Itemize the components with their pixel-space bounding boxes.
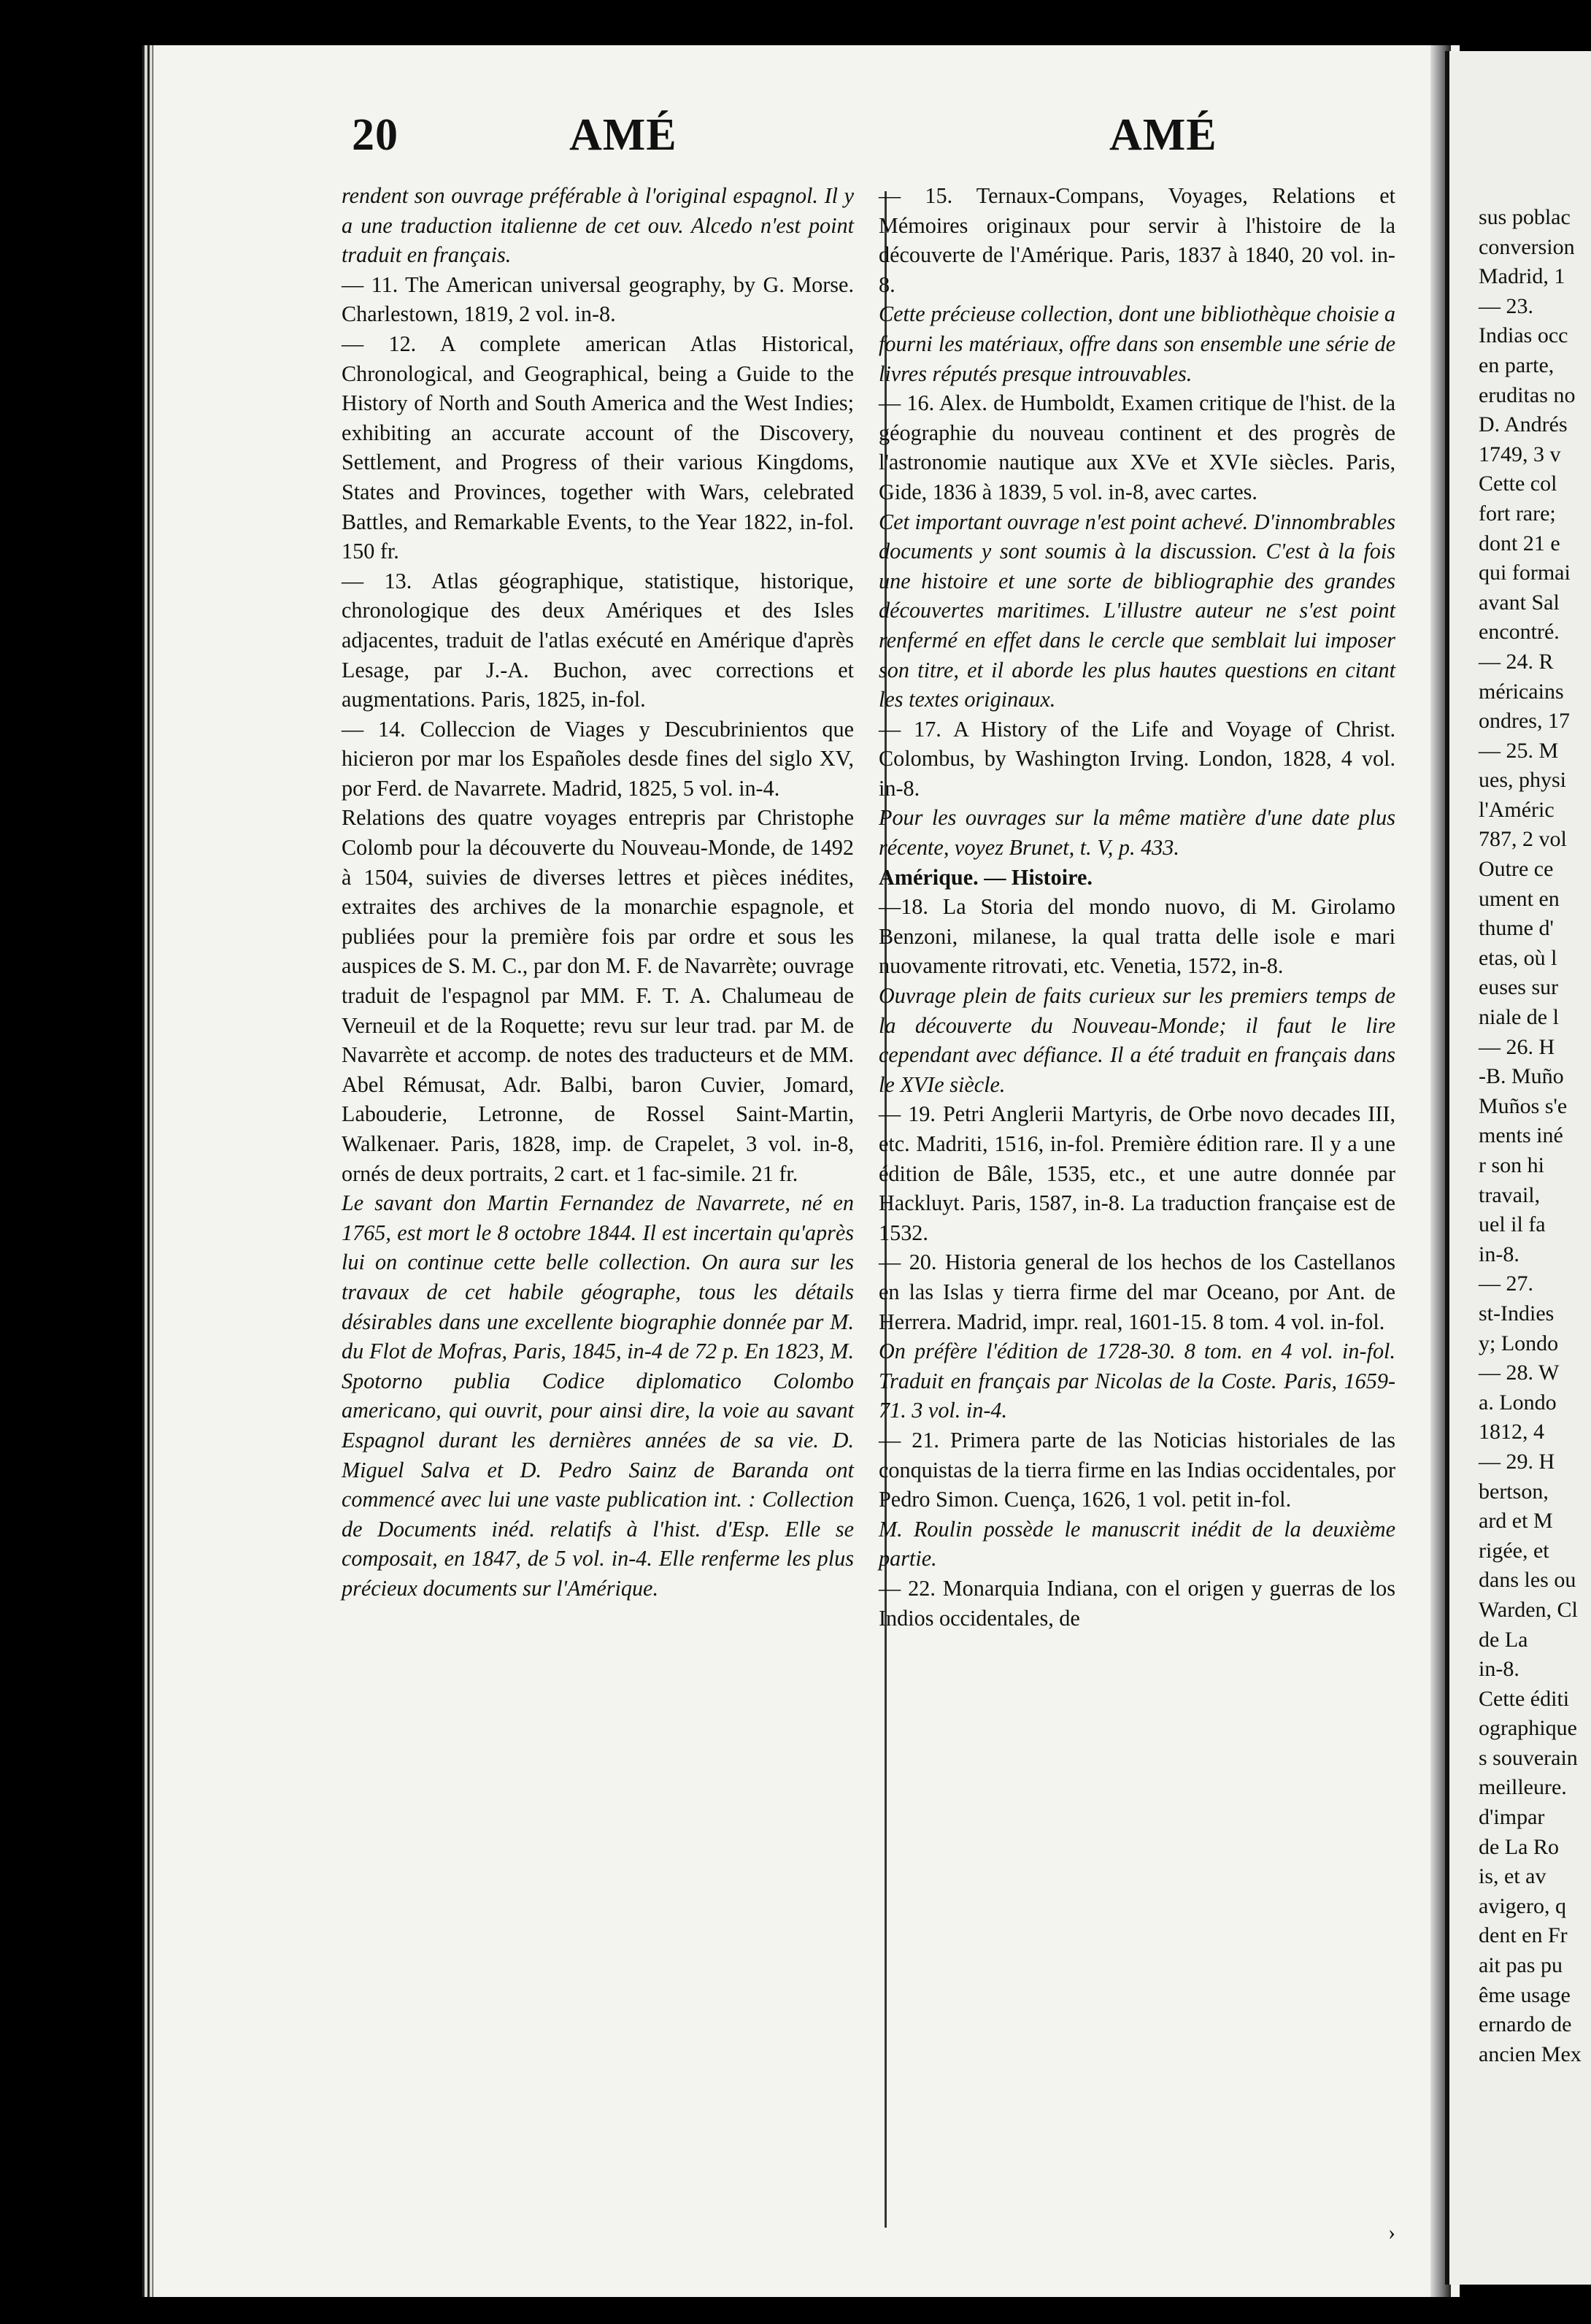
paragraph: Cette précieuse collection, dont une bibliothèque choisie a fourni les matériaux, offre dans son ensemble une série de livres réputés presque introuvables. [879,301,1395,386]
paragraph: On préfère l'édition de 1728-30. 8 tom. en 4 vol. in-fol. Traduit en français par Nicolas de la Coste. Paris, 1659-71. 3 vol. in-4. [879,1339,1395,1423]
facing-page-line: dont 21 e [1479,531,1560,555]
facing-page-line: méricains [1479,679,1564,704]
paragraph: — 22. Monarquia Indiana, con el origen y guerras de los Indios occidentales, de [879,1575,1395,1631]
facing-page-line: a. Londo [1479,1390,1557,1415]
paragraph: —18. La Storia del mondo nuovo, di M. Girolamo Benzoni, milanese, la qual tratta delle isole e mari nuovamente ritrovati, etc. Venetia, 1572, in-8. [879,894,1395,979]
paragraph: M. Roulin possède le manuscrit inédit de la deuxième partie. [879,1516,1395,1571]
facing-page-line: euses sur [1479,975,1559,1000]
facing-page-line: conversion [1479,234,1575,259]
facing-page-line: Madrid, 1 [1479,264,1565,289]
facing-page-line: avigero, q [1479,1893,1566,1918]
right-column [879,181,1395,1633]
facing-page-line: fort rare; [1479,501,1556,526]
facing-page-line: etas, où l [1479,945,1557,970]
right-running-head: AMÉ [1109,110,1217,160]
paragraph: — 17. A History of the Life and Voyage of Christ. Colombus, by Washington Irving. London, 1828, 4 vol. in-8. [879,716,1395,801]
facing-page-line: 787, 2 vol [1479,827,1567,852]
facing-page-line: uel il fa [1479,1212,1546,1237]
facing-page-line: thume d' [1479,916,1554,941]
paragraph: — 13. Atlas géographique, statistique, historique, chronologique des deux Amériques et des Isles adjacentes, traduit de l'atlas exécuté en Amérique d'après Lesage, par J.-A. Buchon, avec corrections et augmentations. Paris, 1825, in-fol. [342,568,854,712]
paragraph: — 15. Ternaux-Compans, Voyages, Relations et Mémoires originaux pour servir à l'histoire de la découverte de l'Amérique. Paris, 1837 à 1840, 20 vol. in-8. [879,183,1395,297]
facing-page-line: ments iné [1479,1123,1563,1148]
facing-page-line: Outre ce [1479,857,1554,882]
paragraph: — 21. Primera parte de las Noticias historiales de las conquistas de la tierra firme en las Indias occidentales, por Pedro Simon. Cuença, 1626, 1 vol. petit in-fol. [879,1427,1395,1512]
paragraph: rendent son ouvrage préférable à l'original espagnol. Il y a une traduction italienne de cet ouv. Alcedo n'est point traduit en français. [342,183,854,268]
left-column [342,181,854,1604]
facing-page-line: y; Londo [1479,1331,1559,1355]
facing-page-line: sus poblac [1479,205,1571,229]
paragraph: Amérique. — Histoire. [879,864,1093,890]
facing-page-line: — 29. H [1479,1449,1555,1474]
paragraph: — 11. The American universal geography, by G. Morse. Charlestown, 1819, 2 vol. in-8. [342,272,854,327]
facing-page-line: — 24. R [1479,649,1554,674]
facing-page-line: avant Sal [1479,590,1560,615]
page-end-mark: › [1388,2220,1395,2244]
paragraph: Ouvrage plein de faits curieux sur les premiers temps de la découverte du Nouveau-Monde; il faut le lire cependant avec défiance. Il a été traduit en français dans le XVIe siècle. [879,983,1395,1097]
paragraph: Relations des quatre voyages entrepris par Christophe Colomb pour la découverte du Nouveau-Monde, de 1492 à 1504, suivies de diverses lettres et pièces inédites, extraites des archives de la monarchie espagnole, et publiées pour la première fois par ordre et sous les auspices de S. M. C., par don M. F. de Navarrète; ouvrage traduit de l'espagnol par MM. F. T. A. Chalumeau de Verneuil et de la Roquette; revu sur leur trad. par M. de Navarrète et accomp. de notes des traducteurs et de MM. Abel Rémusat, Adr. Balbi, baron Cuvier, Jomard, Labouderie, Letronne, de Rossel Saint-Martin, Walkenaer. Paris, 1828, imp. de Crapelet, 3 vol. in-8, ornés de deux portraits, 2 cart. et 1 fac-simile. 21 fr. [342,805,854,1186]
facing-page-line: D. Andrés [1479,412,1568,437]
facing-page-line: l'Améric [1479,797,1555,822]
facing-page-line: in-8. [1479,1242,1519,1266]
paragraph: Le savant don Martin Fernandez de Navarrete, né en 1765, est mort le 8 octobre 1844. Il est incertain qu'après lui on continue cette belle collection. On aura sur les travaux de cet habile géographe, tous les détails désirables dans une excellente biographie donnée par M. du Flot de Mofras, Paris, 1845, in-4 de 72 p. En 1823, M. Spotorno publia Codice diplomatico Colombo americano, qui ouvrit, pour ainsi dire, la voie au savant Espagnol durant les dernières années de sa vie. D. Miguel Salva et D. Pedro Sainz de Baranda ont commencé avec lui une vaste publication int. : Collection de Documents inéd. relatifs à l'hist. d'Esp. Elle se composait, en 1847, de 5 vol. in-4. Elle renferme les plus précieux documents sur l'Amérique. [342,1190,854,1601]
paragraph: — 14. Colleccion de Viages y Descubrinientos que hicieron por mar los Españoles desde fines del siglo XV, por Ferd. de Navarrete. Madrid, 1825, 5 vol. in-4. [342,716,854,801]
facing-page-line: in-8. [1479,1657,1519,1682]
facing-page-line: niale de l [1479,1005,1559,1030]
paragraph: Cet important ouvrage n'est point achevé. D'innombrables documents y sont soumis à la discussion. C'est à la fois une histoire et une sorte de bibliographie des grandes découvertes maritimes. L'illustre auteur ne s'est point renfermé en effet dans le cercle que semblait lui imposer son titre, et il aborde les plus hautes questions en citant les textes originaux. [879,509,1395,712]
facing-page-line: s souverain [1479,1745,1578,1770]
facing-page-line: de La Ro [1479,1834,1559,1859]
facing-page-line: rigée, et [1479,1538,1549,1563]
facing-page-line: bertson, [1479,1479,1549,1504]
left-running-head: AMÉ [569,110,677,160]
paragraph: Pour les ouvrages sur la même matière d'une date plus récente, voyez Brunet, t. V, p. 433. [879,805,1395,861]
facing-page-line: — 23. [1479,293,1533,318]
facing-page-line: ument en [1479,886,1560,911]
facing-page-line: ard et M [1479,1509,1553,1534]
facing-page-line: — 28. W [1479,1361,1560,1385]
facing-page-line: ait pas pu [1479,1953,1563,1978]
facing-page-line: ême usage [1479,1982,1571,2007]
paragraph: — 12. A complete american Atlas Historical, Chronological, and Geographical, being a Guide to the History of North and South America and the West Indies; exhibiting an accurate account of the Discovery, Settlement, and Progress of their various Kingdoms, States and Provinces, together with Wars, celebrated Battles, and Remarkable Events, to the Year 1822, in-fol. 150 fr. [342,331,854,564]
facing-page-line: — 27. [1479,1271,1533,1296]
page-number: 20 [352,110,398,160]
paragraph: — 16. Alex. de Humboldt, Examen critique de l'hist. de la géographie du nouveau continent et des progrès de l'astronomie nautique aux XVe et XVIe siècles. Paris, Gide, 1836 à 1839, 5 vol. in-8, avec cartes. [879,390,1395,504]
facing-page-line: — 25. M [1479,738,1559,763]
facing-page-line: encontré. [1479,620,1560,645]
facing-page-line: meilleure. [1479,1775,1567,1800]
facing-page-line: eruditas no [1479,382,1576,407]
paragraph: — 20. Historia general de los hechos de los Castellanos en las Islas y tierra firme del mar Oceano, por Ant. de Herrera. Madrid, impr. real, 1601-15. 8 tom. 4 vol. in-fol. [879,1250,1395,1334]
facing-page-line: st-Indies [1479,1301,1555,1325]
paragraph: — 19. Petri Anglerii Martyris, de Orbe novo decades III, etc. Madriti, 1516, in-fol. Première édition rare. Il y a une édition de Bâle, 1535, etc., et une autre donnée par Hackluyt. Paris, 1587, in-8. La traduction française est de 1532. [879,1101,1395,1245]
facing-page-line: Cette éditi [1479,1686,1570,1711]
facing-page-line: ographique [1479,1716,1577,1741]
facing-page-line: Muños s'e [1479,1093,1568,1118]
facing-page-line: ondres, 17 [1479,709,1570,734]
facing-page-line: qui formai [1479,561,1571,585]
facing-page-line: -B. Muño [1479,1064,1564,1089]
facing-page-line: ancien Mex [1479,2042,1582,2066]
facing-page-edge [1445,51,1591,2285]
facing-page-line: ues, physi [1479,768,1566,793]
facing-page-line: d'impar [1479,1805,1545,1830]
facing-page-line: travail, [1479,1182,1541,1207]
facing-page-text [1479,203,1591,2069]
facing-page-line: Warden, Cl [1479,1597,1578,1622]
facing-page-line: 1749, 3 v [1479,442,1561,466]
facing-page-line: de La [1479,1627,1528,1652]
facing-page-line: dans les ou [1479,1568,1576,1593]
facing-page-line: en parte, [1479,353,1555,377]
facing-page-line: is, et av [1479,1864,1546,1889]
facing-page-line: ernardo de [1479,2012,1572,2037]
facing-page-line: — 26. H [1479,1034,1555,1059]
facing-page-line: r son hi [1479,1153,1544,1177]
facing-page-line: dent en Fr [1479,1923,1568,1948]
facing-page-line: 1812, 4 [1479,1420,1544,1444]
facing-page-line: Indias occ [1479,323,1568,348]
facing-page-line: Cette col [1479,472,1557,496]
